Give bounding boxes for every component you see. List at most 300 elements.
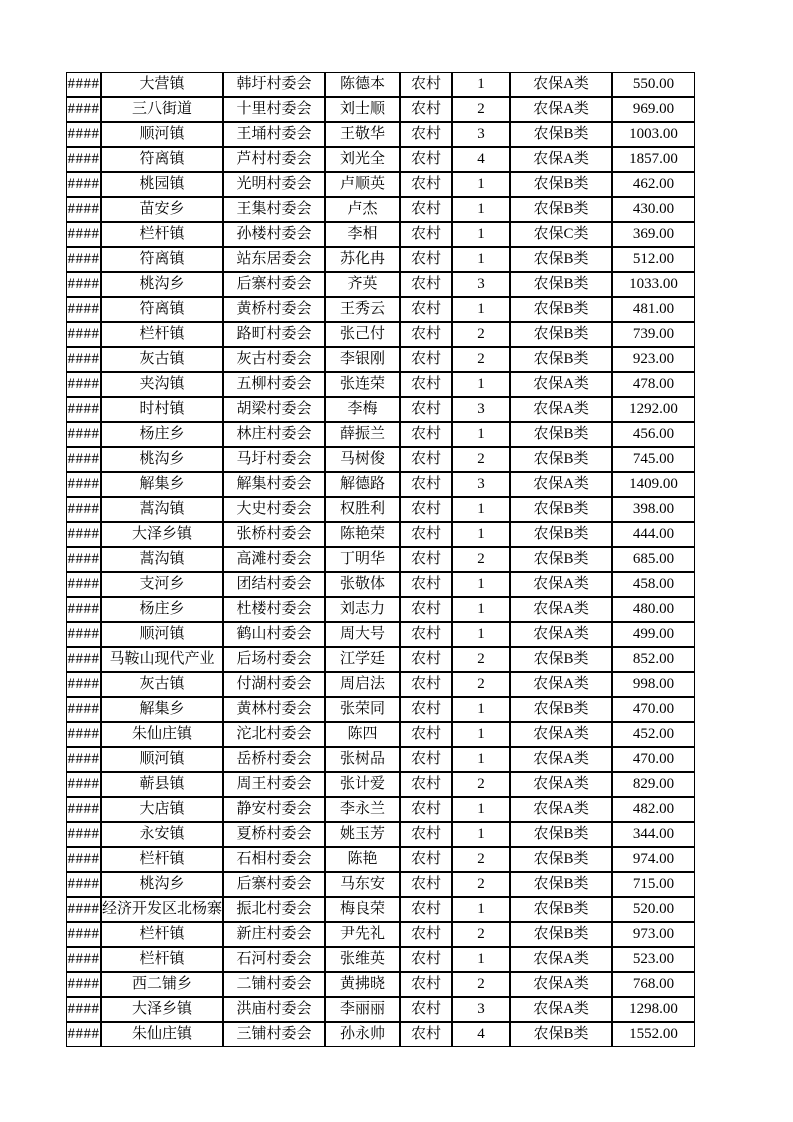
cell-insurance-category: 农保A类 bbox=[510, 147, 612, 172]
cell-person-name: 张己付 bbox=[325, 322, 400, 347]
cell-residence-type: 农村 bbox=[400, 447, 452, 472]
table-row bbox=[66, 322, 695, 347]
cell-village-committee: 张桥村委会 bbox=[223, 522, 325, 547]
cell-overflow-id: #### bbox=[66, 272, 101, 297]
cell-insurance-category: 农保B类 bbox=[510, 897, 612, 922]
cell-count: 1 bbox=[452, 822, 510, 847]
cell-town: 符离镇 bbox=[101, 147, 223, 172]
cell-town: 桃沟乡 bbox=[101, 447, 223, 472]
cell-insurance-category: 农保A类 bbox=[510, 772, 612, 797]
table-row bbox=[66, 172, 695, 197]
cell-town: 顺河镇 bbox=[101, 622, 223, 647]
table-row bbox=[66, 247, 695, 272]
cell-person-name: 解德路 bbox=[325, 472, 400, 497]
cell-insurance-category: 农保B类 bbox=[510, 272, 612, 297]
cell-amount: 1857.00 bbox=[612, 147, 695, 172]
cell-person-name: 权胜利 bbox=[325, 497, 400, 522]
cell-person-name: 李相 bbox=[325, 222, 400, 247]
cell-amount: 520.00 bbox=[612, 897, 695, 922]
cell-village-committee: 夏桥村委会 bbox=[223, 822, 325, 847]
cell-count: 2 bbox=[452, 97, 510, 122]
cell-residence-type: 农村 bbox=[400, 972, 452, 997]
cell-village-committee: 胡梁村委会 bbox=[223, 397, 325, 422]
table-row bbox=[66, 747, 695, 772]
table-row bbox=[66, 422, 695, 447]
cell-count: 2 bbox=[452, 772, 510, 797]
cell-person-name: 丁明华 bbox=[325, 547, 400, 572]
cell-town: 灰古镇 bbox=[101, 347, 223, 372]
table-row bbox=[66, 797, 695, 822]
cell-town: 经济开发区北杨寨 bbox=[101, 897, 223, 922]
cell-residence-type: 农村 bbox=[400, 872, 452, 897]
cell-overflow-id: #### bbox=[66, 322, 101, 347]
cell-village-committee: 静安村委会 bbox=[223, 797, 325, 822]
cell-insurance-category: 农保A类 bbox=[510, 947, 612, 972]
cell-town: 符离镇 bbox=[101, 297, 223, 322]
cell-overflow-id: #### bbox=[66, 847, 101, 872]
cell-insurance-category: 农保A类 bbox=[510, 722, 612, 747]
cell-residence-type: 农村 bbox=[400, 272, 452, 297]
cell-amount: 715.00 bbox=[612, 872, 695, 897]
cell-town: 解集乡 bbox=[101, 697, 223, 722]
cell-village-committee: 振北村委会 bbox=[223, 897, 325, 922]
cell-amount: 973.00 bbox=[612, 922, 695, 947]
cell-residence-type: 农村 bbox=[400, 347, 452, 372]
table-row bbox=[66, 722, 695, 747]
cell-person-name: 李丽丽 bbox=[325, 997, 400, 1022]
cell-count: 3 bbox=[452, 397, 510, 422]
cell-residence-type: 农村 bbox=[400, 322, 452, 347]
cell-person-name: 齐英 bbox=[325, 272, 400, 297]
cell-count: 2 bbox=[452, 672, 510, 697]
cell-amount: 974.00 bbox=[612, 847, 695, 872]
cell-village-committee: 石相村委会 bbox=[223, 847, 325, 872]
cell-residence-type: 农村 bbox=[400, 772, 452, 797]
cell-town: 大营镇 bbox=[101, 72, 223, 97]
cell-person-name: 姚玉芳 bbox=[325, 822, 400, 847]
cell-person-name: 黄拂晓 bbox=[325, 972, 400, 997]
cell-town: 蕲县镇 bbox=[101, 772, 223, 797]
cell-town: 栏杆镇 bbox=[101, 322, 223, 347]
cell-overflow-id: #### bbox=[66, 72, 101, 97]
cell-person-name: 李梅 bbox=[325, 397, 400, 422]
cell-insurance-category: 农保A类 bbox=[510, 747, 612, 772]
cell-person-name: 张计爱 bbox=[325, 772, 400, 797]
cell-residence-type: 农村 bbox=[400, 72, 452, 97]
cell-overflow-id: #### bbox=[66, 372, 101, 397]
cell-town: 栏杆镇 bbox=[101, 222, 223, 247]
cell-insurance-category: 农保A类 bbox=[510, 97, 612, 122]
cell-town: 永安镇 bbox=[101, 822, 223, 847]
cell-residence-type: 农村 bbox=[400, 1022, 452, 1047]
cell-count: 1 bbox=[452, 897, 510, 922]
cell-count: 4 bbox=[452, 147, 510, 172]
cell-amount: 685.00 bbox=[612, 547, 695, 572]
cell-residence-type: 农村 bbox=[400, 672, 452, 697]
cell-person-name: 王敬华 bbox=[325, 122, 400, 147]
cell-town: 支河乡 bbox=[101, 572, 223, 597]
cell-person-name: 张敬体 bbox=[325, 572, 400, 597]
cell-residence-type: 农村 bbox=[400, 922, 452, 947]
cell-insurance-category: 农保B类 bbox=[510, 422, 612, 447]
cell-amount: 523.00 bbox=[612, 947, 695, 972]
cell-overflow-id: #### bbox=[66, 297, 101, 322]
table-row bbox=[66, 72, 695, 97]
cell-town: 栏杆镇 bbox=[101, 922, 223, 947]
cell-insurance-category: 农保A类 bbox=[510, 572, 612, 597]
cell-town: 三八街道 bbox=[101, 97, 223, 122]
table-row bbox=[66, 772, 695, 797]
cell-insurance-category: 农保A类 bbox=[510, 72, 612, 97]
cell-overflow-id: #### bbox=[66, 347, 101, 372]
cell-town: 西二铺乡 bbox=[101, 972, 223, 997]
cell-count: 1 bbox=[452, 372, 510, 397]
cell-insurance-category: 农保B类 bbox=[510, 247, 612, 272]
cell-overflow-id: #### bbox=[66, 997, 101, 1022]
table-row bbox=[66, 347, 695, 372]
table-row bbox=[66, 447, 695, 472]
cell-amount: 480.00 bbox=[612, 597, 695, 622]
table-row bbox=[66, 697, 695, 722]
cell-count: 1 bbox=[452, 197, 510, 222]
cell-count: 2 bbox=[452, 647, 510, 672]
table-row bbox=[66, 647, 695, 672]
cell-residence-type: 农村 bbox=[400, 997, 452, 1022]
cell-residence-type: 农村 bbox=[400, 547, 452, 572]
cell-person-name: 陈艳 bbox=[325, 847, 400, 872]
cell-village-committee: 黄林村委会 bbox=[223, 697, 325, 722]
cell-insurance-category: 农保A类 bbox=[510, 597, 612, 622]
cell-person-name: 刘志力 bbox=[325, 597, 400, 622]
cell-amount: 852.00 bbox=[612, 647, 695, 672]
cell-overflow-id: #### bbox=[66, 722, 101, 747]
table-row bbox=[66, 1022, 695, 1047]
cell-village-committee: 沱北村委会 bbox=[223, 722, 325, 747]
cell-overflow-id: #### bbox=[66, 497, 101, 522]
cell-residence-type: 农村 bbox=[400, 722, 452, 747]
cell-person-name: 苏化冉 bbox=[325, 247, 400, 272]
cell-overflow-id: #### bbox=[66, 197, 101, 222]
cell-insurance-category: 农保B类 bbox=[510, 347, 612, 372]
cell-count: 1 bbox=[452, 72, 510, 97]
cell-count: 2 bbox=[452, 322, 510, 347]
cell-town: 马鞍山现代产业 bbox=[101, 647, 223, 672]
cell-town: 朱仙庄镇 bbox=[101, 1022, 223, 1047]
cell-person-name: 孙永帅 bbox=[325, 1022, 400, 1047]
cell-village-committee: 王集村委会 bbox=[223, 197, 325, 222]
cell-town: 时村镇 bbox=[101, 397, 223, 422]
cell-count: 1 bbox=[452, 747, 510, 772]
cell-overflow-id: #### bbox=[66, 147, 101, 172]
cell-overflow-id: #### bbox=[66, 897, 101, 922]
cell-town: 大泽乡镇 bbox=[101, 997, 223, 1022]
cell-count: 2 bbox=[452, 847, 510, 872]
cell-person-name: 张连荣 bbox=[325, 372, 400, 397]
cell-overflow-id: #### bbox=[66, 697, 101, 722]
cell-village-committee: 王埇村委会 bbox=[223, 122, 325, 147]
cell-town: 杨庄乡 bbox=[101, 597, 223, 622]
cell-village-committee: 鹤山村委会 bbox=[223, 622, 325, 647]
cell-village-committee: 洪庙村委会 bbox=[223, 997, 325, 1022]
cell-amount: 1552.00 bbox=[612, 1022, 695, 1047]
cell-village-committee: 路町村委会 bbox=[223, 322, 325, 347]
cell-amount: 1292.00 bbox=[612, 397, 695, 422]
cell-amount: 462.00 bbox=[612, 172, 695, 197]
cell-person-name: 梅良荣 bbox=[325, 897, 400, 922]
cell-amount: 458.00 bbox=[612, 572, 695, 597]
cell-amount: 998.00 bbox=[612, 672, 695, 697]
cell-overflow-id: #### bbox=[66, 622, 101, 647]
cell-town: 杨庄乡 bbox=[101, 422, 223, 447]
table-row bbox=[66, 397, 695, 422]
cell-count: 1 bbox=[452, 572, 510, 597]
cell-amount: 499.00 bbox=[612, 622, 695, 647]
table-row bbox=[66, 897, 695, 922]
cell-village-committee: 林庄村委会 bbox=[223, 422, 325, 447]
cell-residence-type: 农村 bbox=[400, 197, 452, 222]
cell-overflow-id: #### bbox=[66, 672, 101, 697]
cell-count: 1 bbox=[452, 497, 510, 522]
cell-residence-type: 农村 bbox=[400, 747, 452, 772]
cell-residence-type: 农村 bbox=[400, 897, 452, 922]
cell-insurance-category: 农保B类 bbox=[510, 172, 612, 197]
cell-count: 1 bbox=[452, 947, 510, 972]
cell-village-committee: 高滩村委会 bbox=[223, 547, 325, 572]
cell-person-name: 张树品 bbox=[325, 747, 400, 772]
cell-amount: 482.00 bbox=[612, 797, 695, 822]
cell-overflow-id: #### bbox=[66, 1022, 101, 1047]
cell-person-name: 周大号 bbox=[325, 622, 400, 647]
cell-town: 大泽乡镇 bbox=[101, 522, 223, 547]
cell-amount: 430.00 bbox=[612, 197, 695, 222]
cell-insurance-category: 农保B类 bbox=[510, 322, 612, 347]
cell-town: 大店镇 bbox=[101, 797, 223, 822]
table-row bbox=[66, 522, 695, 547]
cell-residence-type: 农村 bbox=[400, 297, 452, 322]
cell-person-name: 张维英 bbox=[325, 947, 400, 972]
cell-count: 2 bbox=[452, 447, 510, 472]
cell-village-committee: 团结村委会 bbox=[223, 572, 325, 597]
cell-insurance-category: 农保B类 bbox=[510, 1022, 612, 1047]
cell-town: 桃沟乡 bbox=[101, 872, 223, 897]
cell-insurance-category: 农保B类 bbox=[510, 522, 612, 547]
table-row bbox=[66, 622, 695, 647]
cell-village-committee: 周王村委会 bbox=[223, 772, 325, 797]
cell-insurance-category: 农保A类 bbox=[510, 997, 612, 1022]
cell-count: 1 bbox=[452, 522, 510, 547]
cell-overflow-id: #### bbox=[66, 522, 101, 547]
cell-insurance-category: 农保B类 bbox=[510, 122, 612, 147]
table-row bbox=[66, 147, 695, 172]
cell-count: 1 bbox=[452, 222, 510, 247]
cell-amount: 481.00 bbox=[612, 297, 695, 322]
cell-count: 1 bbox=[452, 247, 510, 272]
cell-overflow-id: #### bbox=[66, 422, 101, 447]
cell-person-name: 卢杰 bbox=[325, 197, 400, 222]
cell-insurance-category: 农保B类 bbox=[510, 872, 612, 897]
cell-village-committee: 十里村委会 bbox=[223, 97, 325, 122]
cell-town: 桃沟乡 bbox=[101, 272, 223, 297]
cell-overflow-id: #### bbox=[66, 547, 101, 572]
cell-amount: 745.00 bbox=[612, 447, 695, 472]
table-row bbox=[66, 372, 695, 397]
cell-residence-type: 农村 bbox=[400, 522, 452, 547]
cell-village-committee: 新庄村委会 bbox=[223, 922, 325, 947]
cell-village-committee: 石河村委会 bbox=[223, 947, 325, 972]
cell-insurance-category: 农保B类 bbox=[510, 447, 612, 472]
cell-village-committee: 杜楼村委会 bbox=[223, 597, 325, 622]
cell-residence-type: 农村 bbox=[400, 397, 452, 422]
cell-person-name: 张荣同 bbox=[325, 697, 400, 722]
cell-count: 3 bbox=[452, 272, 510, 297]
cell-town: 蒿沟镇 bbox=[101, 547, 223, 572]
cell-town: 栏杆镇 bbox=[101, 847, 223, 872]
table-row bbox=[66, 272, 695, 297]
cell-residence-type: 农村 bbox=[400, 847, 452, 872]
cell-overflow-id: #### bbox=[66, 747, 101, 772]
cell-residence-type: 农村 bbox=[400, 97, 452, 122]
cell-village-committee: 韩圩村委会 bbox=[223, 72, 325, 97]
table-row bbox=[66, 847, 695, 872]
cell-amount: 1003.00 bbox=[612, 122, 695, 147]
cell-count: 1 bbox=[452, 172, 510, 197]
cell-person-name: 刘光全 bbox=[325, 147, 400, 172]
cell-amount: 452.00 bbox=[612, 722, 695, 747]
cell-residence-type: 农村 bbox=[400, 622, 452, 647]
cell-residence-type: 农村 bbox=[400, 147, 452, 172]
cell-village-committee: 岳桥村委会 bbox=[223, 747, 325, 772]
table-body bbox=[66, 72, 695, 1047]
cell-amount: 739.00 bbox=[612, 322, 695, 347]
cell-residence-type: 农村 bbox=[400, 222, 452, 247]
cell-insurance-category: 农保B类 bbox=[510, 922, 612, 947]
cell-count: 1 bbox=[452, 422, 510, 447]
cell-residence-type: 农村 bbox=[400, 797, 452, 822]
cell-insurance-category: 农保A类 bbox=[510, 622, 612, 647]
cell-town: 夹沟镇 bbox=[101, 372, 223, 397]
cell-person-name: 陈德本 bbox=[325, 72, 400, 97]
cell-residence-type: 农村 bbox=[400, 822, 452, 847]
cell-overflow-id: #### bbox=[66, 172, 101, 197]
cell-overflow-id: #### bbox=[66, 447, 101, 472]
table-row bbox=[66, 122, 695, 147]
cell-town: 蒿沟镇 bbox=[101, 497, 223, 522]
cell-count: 2 bbox=[452, 547, 510, 572]
cell-amount: 923.00 bbox=[612, 347, 695, 372]
cell-residence-type: 农村 bbox=[400, 647, 452, 672]
cell-amount: 1409.00 bbox=[612, 472, 695, 497]
cell-town: 灰古镇 bbox=[101, 672, 223, 697]
table-row bbox=[66, 197, 695, 222]
table-row bbox=[66, 822, 695, 847]
cell-amount: 344.00 bbox=[612, 822, 695, 847]
cell-town: 栏杆镇 bbox=[101, 947, 223, 972]
cell-overflow-id: #### bbox=[66, 122, 101, 147]
table-row bbox=[66, 572, 695, 597]
cell-person-name: 尹先礼 bbox=[325, 922, 400, 947]
cell-town: 顺河镇 bbox=[101, 122, 223, 147]
cell-amount: 369.00 bbox=[612, 222, 695, 247]
cell-amount: 969.00 bbox=[612, 97, 695, 122]
cell-village-committee: 后寨村委会 bbox=[223, 272, 325, 297]
cell-overflow-id: #### bbox=[66, 822, 101, 847]
cell-village-committee: 付湖村委会 bbox=[223, 672, 325, 697]
cell-residence-type: 农村 bbox=[400, 697, 452, 722]
cell-overflow-id: #### bbox=[66, 772, 101, 797]
cell-village-committee: 三铺村委会 bbox=[223, 1022, 325, 1047]
cell-count: 3 bbox=[452, 997, 510, 1022]
cell-overflow-id: #### bbox=[66, 597, 101, 622]
cell-count: 2 bbox=[452, 872, 510, 897]
cell-count: 1 bbox=[452, 697, 510, 722]
table-row bbox=[66, 547, 695, 572]
payment-table bbox=[66, 72, 695, 1047]
cell-person-name: 薛振兰 bbox=[325, 422, 400, 447]
cell-count: 1 bbox=[452, 797, 510, 822]
cell-amount: 512.00 bbox=[612, 247, 695, 272]
cell-residence-type: 农村 bbox=[400, 122, 452, 147]
cell-insurance-category: 农保A类 bbox=[510, 972, 612, 997]
cell-count: 2 bbox=[452, 922, 510, 947]
cell-town: 苗安乡 bbox=[101, 197, 223, 222]
cell-count: 2 bbox=[452, 347, 510, 372]
cell-overflow-id: #### bbox=[66, 222, 101, 247]
table-row bbox=[66, 947, 695, 972]
cell-village-committee: 站东居委会 bbox=[223, 247, 325, 272]
cell-village-committee: 大史村委会 bbox=[223, 497, 325, 522]
cell-amount: 550.00 bbox=[612, 72, 695, 97]
cell-person-name: 陈四 bbox=[325, 722, 400, 747]
cell-town: 解集乡 bbox=[101, 472, 223, 497]
cell-insurance-category: 农保B类 bbox=[510, 822, 612, 847]
cell-overflow-id: #### bbox=[66, 472, 101, 497]
cell-amount: 470.00 bbox=[612, 697, 695, 722]
cell-overflow-id: #### bbox=[66, 397, 101, 422]
table-row bbox=[66, 497, 695, 522]
cell-residence-type: 农村 bbox=[400, 597, 452, 622]
cell-residence-type: 农村 bbox=[400, 947, 452, 972]
cell-insurance-category: 农保A类 bbox=[510, 397, 612, 422]
table-row bbox=[66, 597, 695, 622]
cell-person-name: 刘士顺 bbox=[325, 97, 400, 122]
cell-village-committee: 解集村委会 bbox=[223, 472, 325, 497]
cell-village-committee: 后场村委会 bbox=[223, 647, 325, 672]
cell-overflow-id: #### bbox=[66, 797, 101, 822]
cell-person-name: 马东安 bbox=[325, 872, 400, 897]
cell-count: 2 bbox=[452, 972, 510, 997]
cell-village-committee: 孙楼村委会 bbox=[223, 222, 325, 247]
table-row bbox=[66, 472, 695, 497]
cell-count: 1 bbox=[452, 297, 510, 322]
cell-insurance-category: 农保B类 bbox=[510, 847, 612, 872]
table-row bbox=[66, 672, 695, 697]
cell-person-name: 马树俊 bbox=[325, 447, 400, 472]
table-row bbox=[66, 972, 695, 997]
cell-amount: 398.00 bbox=[612, 497, 695, 522]
table-row bbox=[66, 222, 695, 247]
cell-person-name: 周启法 bbox=[325, 672, 400, 697]
cell-residence-type: 农村 bbox=[400, 572, 452, 597]
cell-count: 1 bbox=[452, 622, 510, 647]
cell-count: 3 bbox=[452, 122, 510, 147]
cell-village-committee: 马圩村委会 bbox=[223, 447, 325, 472]
cell-insurance-category: 农保B类 bbox=[510, 197, 612, 222]
cell-count: 3 bbox=[452, 472, 510, 497]
cell-town: 顺河镇 bbox=[101, 747, 223, 772]
cell-residence-type: 农村 bbox=[400, 247, 452, 272]
cell-amount: 444.00 bbox=[612, 522, 695, 547]
cell-overflow-id: #### bbox=[66, 572, 101, 597]
